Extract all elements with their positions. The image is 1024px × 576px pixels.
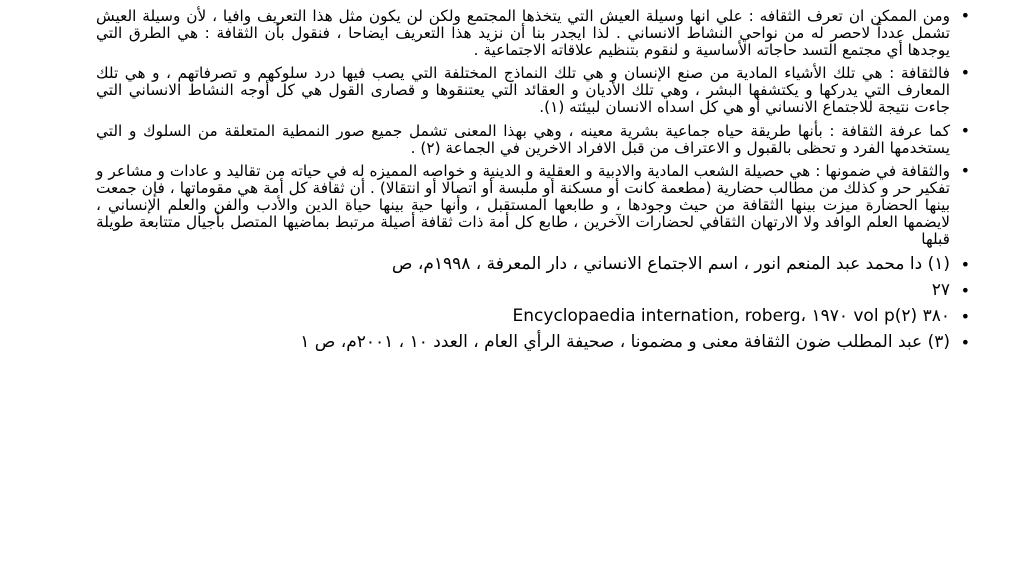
reference-1: • (١) دا محمد عبد المنعم انور ، اسم الاجتماع الانساني ، دار المعرفة ، ١٩٩٨م، ص <box>96 254 972 275</box>
paragraph-definition-intro: • ومن الممكن ان تعرف الثقافه : علي انها وسيلة العيش التي يتخذها المجتمع ولكن لن يكون مثل هذا التعريف وافيا ، لأن وسيلة العيش تشمل عدداً لاحصر له من نواحي النشاط الانساني . لذا ايجدر بنا أن نزيد هذا التعريف ايضاحا ، فنقول بأن الثقافة : هي الطرق التي يوجدها أي مجتمع التسد حاجاته الأساسية و لنقوم بتنظيم علاقاته الاجتماعية . <box>96 8 972 58</box>
paragraph-definition-content: • والثقافة في ضمونها : هي حصيلة الشعب المادية والادبية و العقلية و الدينية و خواصه المميزه له في حياته من تقاليد و عادات و مشاعر و تفكير حر و كذلك من مطالب حضارية (مطعمة كانت أو مسكنة أو ملبسة أو اتصالا أو انتقالا) . أن ثقافة كل أمة هي مقوماتها ، فإن جمعت بينها الحضارة ميزت بينها الثقافة من حيث وجودها ، و طابعها المستقبل ، وأنها حية بينها حياة الدين والأدب والفن والعلم الإنساني ، لايضمها العلم الوافد ولا الارتهان الثقافي لحضارات الآخرين ، طابع كل أمة ذات ثقافة أصيلة مرتبط بماضيها المتصل بأجيال متتابعة طويلة قبلها <box>96 163 972 247</box>
reference-page-number: • ٢٧ <box>96 280 972 301</box>
reference-2: • Encyclopaedia internation, roberg، ١٩٧٠ vol p٣٨٠ (٢) <box>96 306 972 327</box>
paragraph-definition-material: • فالثقافة : هي تلك الأشياء المادية من صنع الإنسان و هي تلك النماذج المختلفة التي يصب فيها درد سلوكهم و تصرفاتهم ، و هي تلك المعارف التي يدركها و يكتشفها البشر ، وهي تلك الأديان و العقائد التي يعتنقوها و قصارى القول هي كل أوجه النشاط الانساني التي جاءت نتيجة للاجتماع الانساني أو هي كل اسداه الانسان لبيئته (١). <box>96 65 972 115</box>
bullet-list <box>96 8 972 353</box>
reference-3: • (٣) عبد المطلب ضون الثقافة معنى و مضمونا ، صحيفة الرأي العام ، العدد ١٠ ، ٢٠٠١م، ص ١ <box>96 332 972 353</box>
slide-content <box>96 8 972 358</box>
paragraph-definition-collective: • كما عرفة الثقافة : بأنها طريقة حياه جماعية بشرية معينه ، وهي بهذا المعنى تشمل جميع صور النمطية المتعلقة من السلوك و التي يستخدمها الفرد و تحظى بالقبول و الاعتراف من قبل الافراد الاخرين في الجماعة (٢) . <box>96 123 972 157</box>
